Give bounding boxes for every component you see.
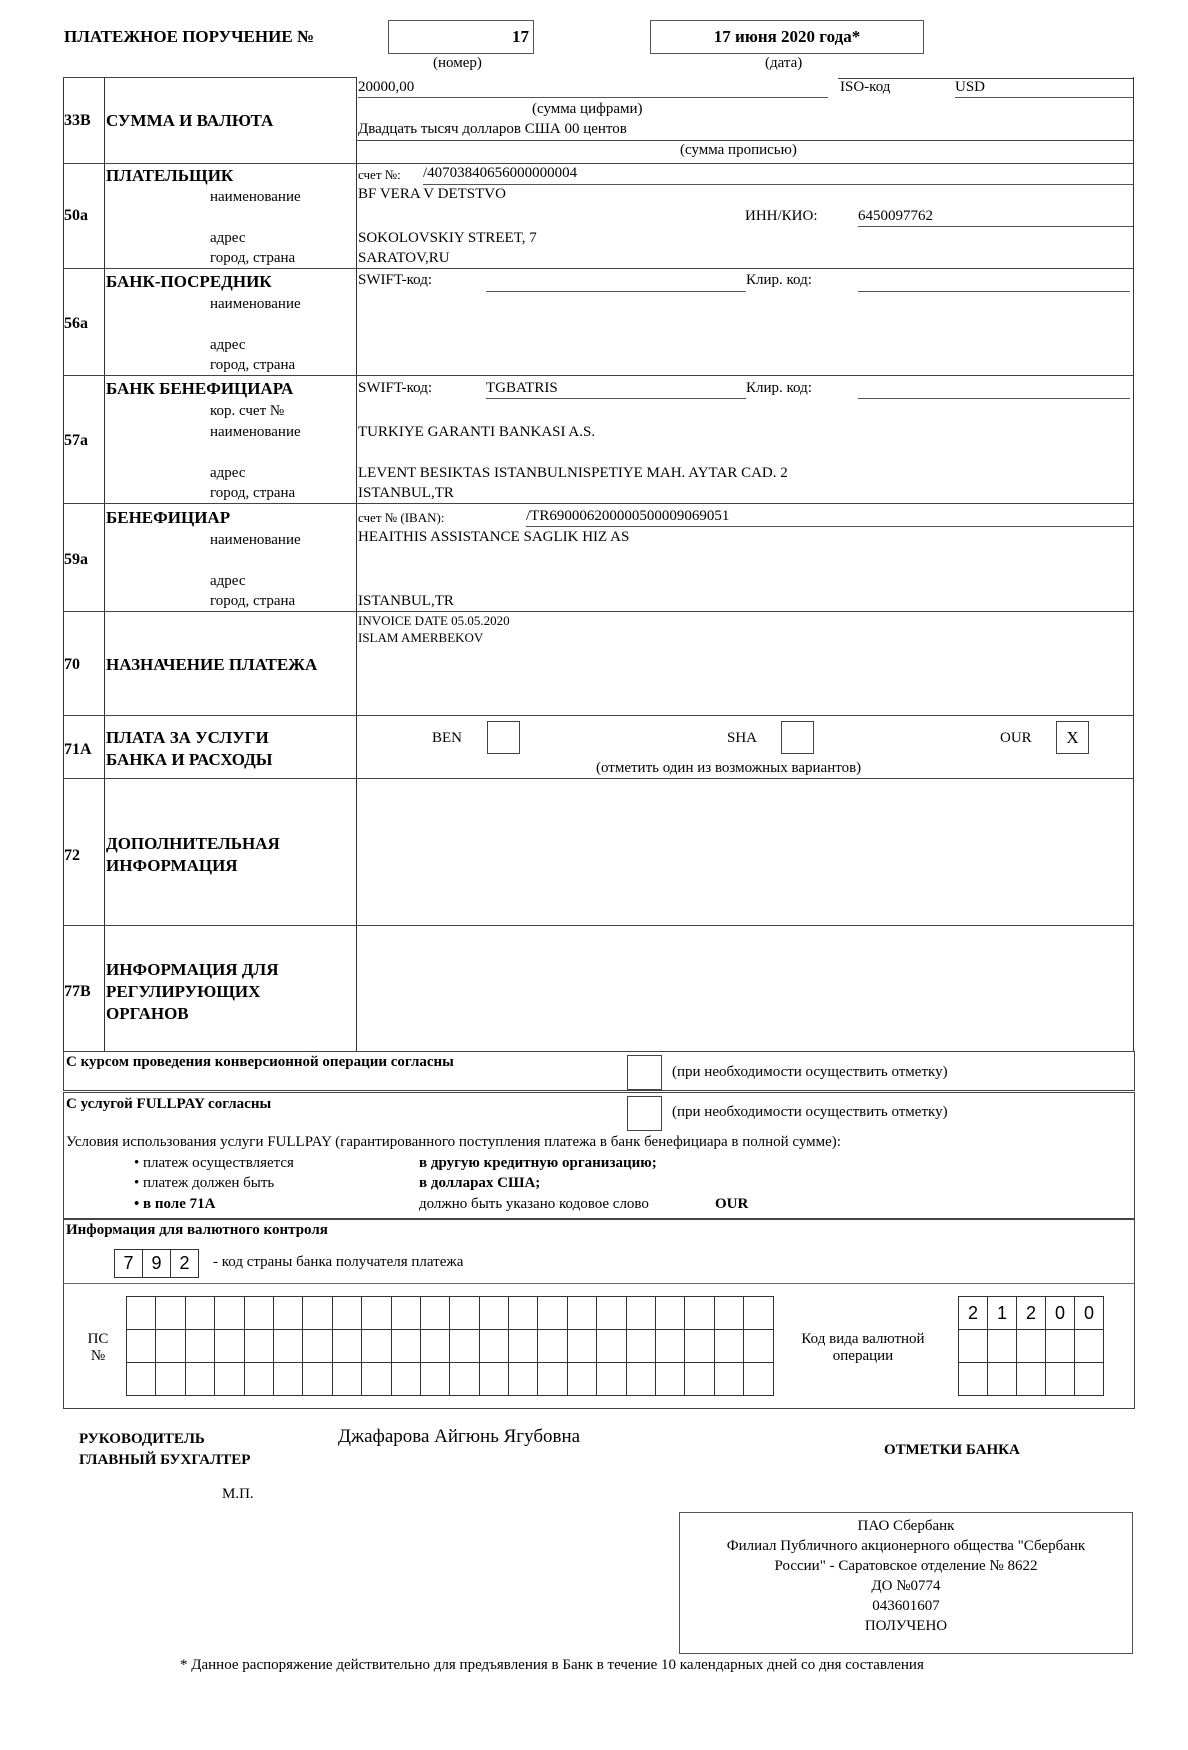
ps-number-cell[interactable] [215, 1363, 244, 1396]
op-code-cell[interactable] [988, 1363, 1017, 1396]
ps-number-cell[interactable] [567, 1297, 596, 1330]
amount-value[interactable]: 20000,00 [358, 79, 415, 95]
column-divider-code [104, 77, 105, 1051]
field-code: 77В [64, 983, 91, 1000]
country-code-boxes[interactable] [114, 1249, 199, 1278]
ps-number-cell[interactable] [185, 1330, 214, 1363]
country-code-digit[interactable]: 2 [171, 1250, 199, 1278]
op-code-grid[interactable] [958, 1296, 1104, 1396]
swift-label: SWIFT-код: [358, 380, 433, 396]
ps-number-cell[interactable] [744, 1297, 773, 1330]
account-underline [423, 184, 1133, 185]
fullpay-condition-1-left: • платеж осуществляется [134, 1155, 294, 1171]
number-caption: (номер) [433, 55, 482, 71]
row-divider [63, 778, 1133, 779]
beneficiary-bank-address[interactable]: LEVENT BESIKTAS ISTANBULNISPETIYE MAH. AYTAR CAD. 2 [358, 465, 788, 481]
stamp-place-label: М.П. [222, 1486, 254, 1502]
ps-number-cell[interactable] [597, 1297, 626, 1330]
ps-number-cell[interactable] [185, 1297, 214, 1330]
swift-label: SWIFT-код: [358, 272, 433, 288]
fullpay-conditions: Условия использования услуги FULLPAY (гарантированного поступления платежа в банк бенефициара в полной сумме): [66, 1134, 841, 1150]
ps-number-cell[interactable] [714, 1363, 743, 1396]
op-code-digit[interactable]: 0 [1046, 1297, 1075, 1330]
row-divider [63, 611, 1133, 612]
label-address: адрес [210, 465, 246, 481]
inn-label: ИНН/КИО: [745, 208, 818, 224]
op-code-cell[interactable] [1046, 1330, 1075, 1363]
op-code-cell[interactable] [1017, 1330, 1046, 1363]
ps-number-cell[interactable] [420, 1363, 449, 1396]
ps-number-cell[interactable] [656, 1363, 685, 1396]
field-code: 56а [64, 315, 88, 332]
beneficiary-bank-city[interactable]: ISTANBUL,TR [358, 485, 454, 501]
signer-name: Джафарова Айгюнь Ягубовна [338, 1426, 581, 1447]
ps-number-cell[interactable] [244, 1363, 273, 1396]
ps-number-cell[interactable] [420, 1330, 449, 1363]
date-caption: (дата) [765, 55, 803, 71]
ps-number-cell[interactable] [685, 1297, 714, 1330]
ps-number-cell[interactable] [156, 1297, 185, 1330]
regulatory-info-input[interactable] [358, 927, 1131, 1049]
ps-number-cell[interactable] [744, 1330, 773, 1363]
ps-number-cell[interactable] [626, 1330, 655, 1363]
fullpay-code-word: OUR [715, 1196, 749, 1212]
ps-number-cell[interactable] [479, 1330, 508, 1363]
order-date: 17 июня 2020 года* [713, 27, 861, 46]
ps-number-cell[interactable] [156, 1330, 185, 1363]
label-address: адрес [210, 337, 246, 353]
ps-number-cell[interactable] [714, 1330, 743, 1363]
ps-number-cell[interactable] [362, 1297, 391, 1330]
fullpay-condition-1-right: в другую кредитную организацию; [419, 1155, 657, 1171]
head-label: РУКОВОДИТЕЛЬ [79, 1431, 205, 1447]
fullpay-checkbox[interactable] [627, 1096, 662, 1131]
currency-code[interactable]: USD [955, 79, 986, 95]
clear-code-label: Клир. код: [746, 272, 812, 288]
ps-number-cell[interactable] [362, 1363, 391, 1396]
op-code-cell[interactable] [1046, 1363, 1075, 1396]
order-number-field[interactable] [388, 20, 534, 54]
ps-number-cell[interactable] [656, 1330, 685, 1363]
beneficiary-name[interactable]: HEAITHIS ASSISTANCE SAGLIK HIZ AS [358, 529, 630, 545]
order-date-field[interactable] [650, 20, 924, 54]
charges-caption: (отметить один из возможных вариантов) [596, 760, 862, 776]
op-code-digit[interactable]: 0 [1075, 1297, 1104, 1330]
ps-number-cell[interactable] [567, 1363, 596, 1396]
row-divider [63, 77, 356, 78]
option-label: BEN [432, 730, 462, 746]
purpose-line-2[interactable]: ISLAM AMERBEKOV [358, 630, 484, 645]
clear-code-label: Клир. код: [746, 380, 812, 396]
ps-number-cell[interactable] [479, 1297, 508, 1330]
op-code-cell[interactable] [959, 1330, 988, 1363]
field-title: СУММА И ВАЛЮТА [106, 111, 274, 130]
ps-number-cell[interactable] [156, 1363, 185, 1396]
label-corr-account: кор. счет № [210, 403, 285, 419]
label-city: город, страна [210, 357, 296, 373]
payer-city[interactable]: SARATOV,RU [358, 250, 450, 266]
iban-underline [526, 526, 1133, 527]
stamp-line: России" - Саратовское отделение № 8622 [774, 1558, 1038, 1574]
label-city: город, страна [210, 485, 296, 501]
stamp-line: Филиал Публичного акционерного общества "Сбербанк [726, 1538, 1086, 1554]
ps-number-cell[interactable] [656, 1297, 685, 1330]
conversion-checkbox[interactable] [627, 1055, 662, 1090]
row-divider [63, 925, 1133, 926]
field-title: БАНК-ПОСРЕДНИК [106, 272, 272, 291]
payer-inn[interactable]: 6450097762 [858, 208, 933, 224]
beneficiary-iban[interactable]: /TR690006200000500009069051 [526, 508, 730, 524]
field-title-line2: БАНКА И РАСХОДЫ [106, 750, 273, 769]
our-checkbox[interactable]: X [1056, 721, 1089, 754]
ps-number-cell[interactable] [332, 1330, 361, 1363]
ps-number-cell[interactable] [273, 1363, 302, 1396]
op-code-cell[interactable] [1017, 1363, 1046, 1396]
beneficiary-bank-swift[interactable]: TGBATRIS [486, 380, 558, 396]
fullpay-condition-3-right: должно быть указано кодовое слово [419, 1196, 649, 1212]
ps-number-cell[interactable] [714, 1297, 743, 1330]
iso-code-label: ISO-код [840, 79, 891, 95]
ps-number-cell[interactable] [332, 1297, 361, 1330]
ps-number-cell[interactable] [127, 1297, 156, 1330]
ps-number-cell[interactable] [450, 1297, 479, 1330]
ps-number-cell[interactable] [273, 1297, 302, 1330]
amount-words-caption: (сумма прописью) [680, 142, 797, 158]
ps-number-cell[interactable] [391, 1297, 420, 1330]
payer-name[interactable]: BF VERA V DETSTVO [358, 186, 506, 202]
ps-number-cell[interactable] [538, 1297, 567, 1330]
document-title: ПЛАТЕЖНОЕ ПОРУЧЕНИЕ № [64, 27, 315, 46]
ps-label-line2: № [90, 1348, 106, 1364]
ps-number-cell[interactable] [332, 1363, 361, 1396]
option-label: OUR [1000, 730, 1032, 746]
fullpay-condition-3-left: • в поле 71А [134, 1196, 216, 1212]
op-code-cell[interactable] [1075, 1330, 1104, 1363]
clear-code-underline [858, 398, 1130, 399]
ps-number-cell[interactable] [538, 1363, 567, 1396]
field-title-line1: ДОПОЛНИТЕЛЬНАЯ [106, 834, 280, 853]
ps-number-cell[interactable] [303, 1363, 332, 1396]
row-divider [63, 1283, 1135, 1284]
ps-number-cell[interactable] [244, 1330, 273, 1363]
ps-number-cell[interactable] [450, 1363, 479, 1396]
validity-footnote: * Данное распоряжение действительно для предъявления в Банк в течение 10 календарных дней со дня составления [180, 1657, 924, 1673]
field-code: 59а [64, 551, 88, 568]
ps-number-cell[interactable] [626, 1363, 655, 1396]
ps-number-cell[interactable] [215, 1297, 244, 1330]
ps-number-cell[interactable] [479, 1363, 508, 1396]
swift-underline [486, 291, 746, 292]
purpose-line-1[interactable]: INVOICE DATE 05.05.2020 [358, 613, 510, 628]
stamp-line: ПАО Сбербанк [857, 1518, 955, 1534]
column-divider-title [356, 77, 357, 1051]
fullpay-agreement-label: С услугой FULLPAY согласны [66, 1096, 272, 1112]
row-divider [63, 375, 1133, 376]
account-label: счет №: [358, 167, 401, 182]
label-address: адрес [210, 573, 246, 589]
label-name: наименование [210, 296, 301, 312]
ps-number-cell[interactable] [450, 1330, 479, 1363]
ps-number-cell[interactable] [362, 1330, 391, 1363]
beneficiary-city[interactable]: ISTANBUL,TR [358, 593, 454, 609]
op-code-digit[interactable]: 1 [988, 1297, 1017, 1330]
currency-underline [955, 97, 1133, 98]
ps-number-cell[interactable] [127, 1330, 156, 1363]
field-title-line1: ИНФОРМАЦИЯ ДЛЯ [106, 960, 279, 979]
ps-number-cell[interactable] [303, 1330, 332, 1363]
label-name: наименование [210, 532, 301, 548]
label-city: город, страна [210, 250, 296, 266]
field-title-line3: ОРГАНОВ [106, 1004, 189, 1023]
country-code-digit[interactable]: 9 [143, 1250, 171, 1278]
field-title: ПЛАТЕЛЬЩИК [106, 166, 234, 185]
label-city: город, страна [210, 593, 296, 609]
ps-number-grid[interactable] [126, 1296, 774, 1396]
op-code-cell[interactable] [1075, 1363, 1104, 1396]
label-name: наименование [210, 189, 301, 205]
row-divider [63, 715, 1133, 716]
bank-stamp [679, 1512, 1133, 1654]
field-title: НАЗНАЧЕНИЕ ПЛАТЕЖА [106, 655, 318, 674]
field-title-line1: ПЛАТА ЗА УСЛУГИ [106, 728, 269, 747]
row-divider [63, 268, 1133, 269]
ps-number-cell[interactable] [626, 1297, 655, 1330]
country-code-digit[interactable]: 7 [115, 1250, 143, 1278]
field-title-line2: РЕГУЛИРУЮЩИХ [106, 982, 261, 1001]
ps-number-cell[interactable] [509, 1330, 538, 1363]
inn-underline [858, 226, 1133, 227]
field-code: 72 [64, 847, 80, 864]
ps-number-cell[interactable] [215, 1330, 244, 1363]
order-number: 17 [512, 27, 529, 46]
iban-label: счет № (IBAN): [358, 510, 445, 525]
amount-underline [358, 97, 828, 98]
ps-number-cell[interactable] [127, 1363, 156, 1396]
amount-in-words[interactable]: Двадцать тысяч долларов США 00 центов [358, 121, 627, 137]
label-name: наименование [210, 424, 301, 440]
row-divider [63, 503, 1133, 504]
field-code: 57а [64, 432, 88, 449]
label-address: адрес [210, 230, 246, 246]
ps-label-line1: ПС [87, 1331, 109, 1347]
ps-number-cell[interactable] [597, 1363, 626, 1396]
beneficiary-bank-name[interactable]: TURKIYE GARANTI BANKASI A.S. [358, 424, 596, 440]
op-code-digit[interactable]: 2 [959, 1297, 988, 1330]
row-divider [63, 163, 1133, 164]
fullpay-hint: (при необходимости осуществить отметку) [672, 1104, 948, 1120]
field-code: 71А [64, 741, 92, 758]
field-title: БЕНЕФИЦИАР [106, 508, 231, 527]
stamp-line: 043601607 [872, 1598, 940, 1614]
ps-number-cell[interactable] [538, 1330, 567, 1363]
field-title: БАНК БЕНЕФИЦИАРА [106, 379, 294, 398]
sha-checkbox[interactable] [781, 721, 814, 754]
ps-number-cell[interactable] [244, 1297, 273, 1330]
op-code-digit[interactable]: 2 [1017, 1297, 1046, 1330]
payer-account[interactable]: /40703840656000000004 [423, 165, 578, 181]
ps-number-cell[interactable] [420, 1297, 449, 1330]
ps-number-cell[interactable] [273, 1330, 302, 1363]
ps-number-cell[interactable] [744, 1363, 773, 1396]
op-code-label-line2: операции [832, 1348, 894, 1364]
stamp-line: ДО №0774 [871, 1578, 941, 1594]
payer-address[interactable]: SOKOLOVSKIY STREET, 7 [358, 230, 537, 246]
field-code: 50а [64, 207, 88, 224]
op-code-cell[interactable] [959, 1363, 988, 1396]
country-code-caption: - код страны банка получателя платежа [213, 1254, 464, 1270]
op-code-cell[interactable] [988, 1330, 1017, 1363]
ps-number-cell[interactable] [391, 1363, 420, 1396]
ps-number-cell[interactable] [597, 1330, 626, 1363]
bank-marks-label: ОТМЕТКИ БАНКА [884, 1442, 1020, 1458]
ps-number-cell[interactable] [567, 1330, 596, 1363]
field-title-line2: ИНФОРМАЦИЯ [106, 856, 238, 875]
field-code: 33В [64, 112, 91, 129]
conversion-hint: (при необходимости осуществить отметку) [672, 1064, 948, 1080]
ps-number-cell[interactable] [303, 1297, 332, 1330]
ps-number-cell[interactable] [509, 1297, 538, 1330]
additional-info-input[interactable] [358, 780, 1131, 923]
fullpay-condition-2-left: • платеж должен быть [134, 1175, 275, 1191]
clear-code-underline [858, 291, 1130, 292]
fullpay-condition-2-right: в долларах США; [419, 1175, 541, 1191]
op-code-label [788, 1331, 938, 1365]
ps-label [78, 1331, 118, 1365]
swift-underline [486, 398, 746, 399]
amount-digits-caption: (сумма цифрами) [532, 101, 643, 117]
currency-control-title: Информация для валютного контроля [66, 1222, 328, 1238]
row-divider [356, 140, 1133, 141]
option-label: SHA [727, 730, 758, 746]
field-code: 70 [64, 656, 80, 673]
ps-number-cell[interactable] [685, 1363, 714, 1396]
chief-accountant-label: ГЛАВНЫЙ БУХГАЛТЕР [79, 1452, 251, 1468]
ps-number-cell[interactable] [391, 1330, 420, 1363]
ps-number-cell[interactable] [685, 1330, 714, 1363]
op-code-label-line1: Код вида валютной [801, 1331, 925, 1347]
ben-checkbox[interactable] [487, 721, 520, 754]
ps-number-cell[interactable] [185, 1363, 214, 1396]
conversion-agreement-label: С курсом проведения конверсионной операции согласны [66, 1054, 454, 1070]
table-border-right [1133, 77, 1134, 1051]
ps-number-cell[interactable] [509, 1363, 538, 1396]
stamp-received: ПОЛУЧЕНО [864, 1618, 948, 1634]
